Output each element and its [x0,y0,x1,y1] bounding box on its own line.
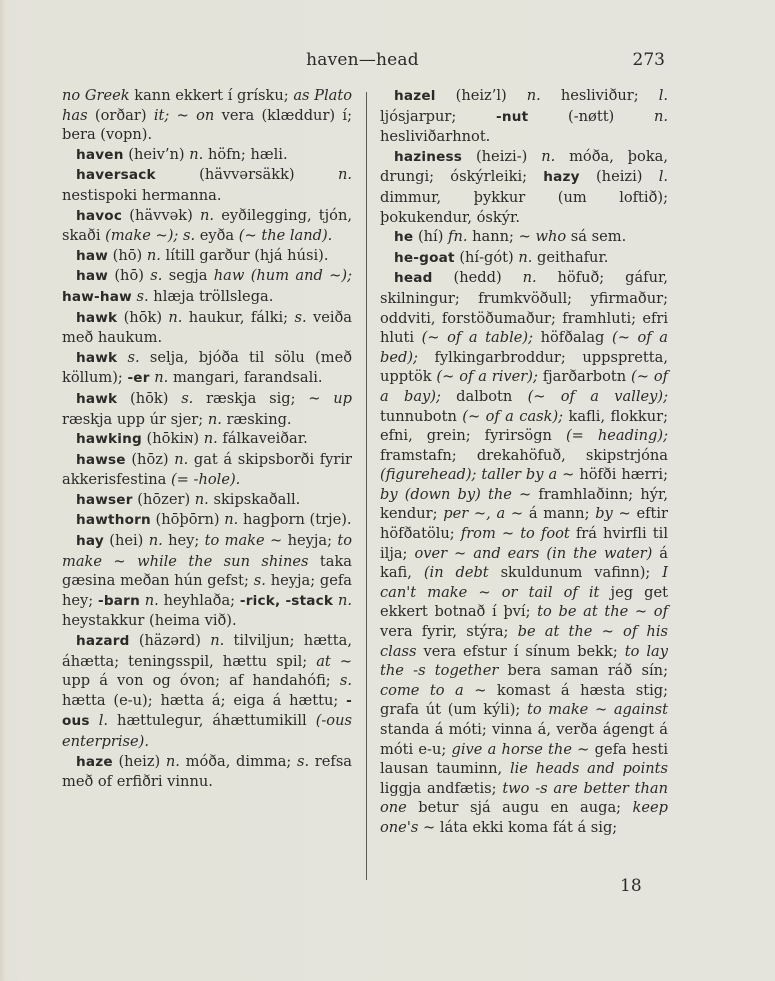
italic-text: l. [658,87,668,104]
definition-text: betur sjá augu en auga; [406,799,633,817]
italic-text: n. [168,308,183,326]
italic-text: n. [199,206,215,224]
italic-text: s. [150,267,163,285]
definition-text: höfuð; gáfur, skilningur; frumkvöðull; yfirmaður; oddviti, forstöðumaður; framhluti; efri hluti [380,269,668,347]
running-head: haven—head [306,50,419,70]
definition-text: kafli, flokkur; efni, grein; fyrirsögn [380,407,668,445]
definition-text: segja [162,267,214,285]
dictionary-entry [62,266,352,307]
definition-text: fylkingarbroddur; uppspretta, upptök [380,348,668,386]
definition-text: ræskja upp úr sjer; [62,410,208,428]
definition-text: á kafi, [380,544,668,582]
italic-text: n. [189,145,204,163]
headword: hawk [76,349,118,366]
definition-text: (hōz) [125,450,175,468]
dictionary-entry [380,268,668,837]
definition-text: (orðar) [87,106,154,124]
italic-text: n. [541,147,556,165]
definition-text: tunnubotn [380,407,463,425]
definition-text: refsa með of erfiðri vinnu. [62,752,353,791]
definition-text: (hí) [413,228,449,246]
right-column [380,86,668,838]
italic-text: at ~ [316,652,353,670]
definition-text: höfn; hæli. [203,145,288,163]
italic-text: to be at the ~ of [537,603,668,621]
headword: hawk [76,309,118,326]
definition-text: (hí-gót) [454,248,519,266]
definition-text: á mann; [523,505,596,523]
definition-text: skuldunum vafinn); [488,564,663,582]
headword: hawthorn [76,512,151,529]
italic-text: n. [526,87,541,104]
definition-text: vera fyrir, stýra; [380,623,518,641]
definition-text: hey; [162,532,205,550]
italic-text: to make ~ against [526,701,668,719]
italic-text: n. [224,511,239,529]
headword: haw [76,268,109,285]
dictionary-entry [62,429,352,450]
italic-text: (~ of a bed); [380,329,668,366]
headword: -er [127,370,150,387]
italic-text: s. [294,308,307,326]
italic-text: (figurehead); taller by a ~ [380,466,575,484]
italic-text: (= -hole). [170,471,241,489]
definition-text: dalbotn [440,387,528,405]
italic-text: by ~ [595,505,631,523]
definition-text: (hōzer) [132,490,195,508]
italic-text: give a horse the ~ [451,740,590,758]
italic-text: s. [297,752,310,770]
italic-text: (~ of a table); [421,329,534,347]
dictionary-entry [62,531,352,631]
italic-text: to make ~ while the sun shines [62,532,352,570]
definition-text: (hävvək) [122,206,200,224]
italic-text: n. [203,430,218,448]
headword: hazel [394,88,436,104]
dictionary-entry [380,248,668,269]
definition-text: (heizi) [579,168,659,186]
definition-text: móða, dimma; [179,752,297,770]
definition-text: liggja andfætis; [380,779,503,797]
definition-text: veiða með haukum. [62,308,352,347]
definition-text: (hōk) [117,308,169,326]
definition-text: (heizi-) [462,147,542,165]
definition-text: ræskja sig; [193,389,309,407]
dictionary-entry [380,86,668,147]
italic-text: n. [174,450,189,468]
definition-text: höfðalag [533,329,612,347]
italic-text: to lay the -s together [380,642,669,680]
left-column [62,86,352,792]
definition-text: geithafur. [532,248,609,266]
definition-text: haukur, fálki; [182,308,295,326]
dictionary-entry [62,145,352,166]
italic-text: (in debt [423,564,489,582]
italic-text: (= heading); [565,427,668,445]
italic-text: (~ of a bay); [380,368,669,405]
definition-text: vera (klæddur) í; bera (vopn). [62,106,353,144]
italic-text: I can't make ~ or tail of it [380,564,668,601]
definition-text: framhlaðinn; hýr, kendur; [380,485,668,523]
definition-text: móða, þoka, drungi; óskýrleiki; [380,147,668,186]
italic-text: n. [165,752,180,770]
definition-text: eyðilegging, tjón, skaði [62,206,352,245]
italic-text: as Plato has [62,87,352,124]
definition-text: hættulegur, áhættumikill [108,712,316,730]
italic-text: n. [148,532,163,550]
definition-text: (hō) [108,267,151,285]
definition-text: fálkaveiðar. [217,430,308,448]
italic-text: n. [154,369,169,387]
definition-text: heyja; [282,532,338,550]
headword: -ous [62,692,352,730]
dictionary-entry [62,206,352,246]
italic-text: (make ~); s. [105,227,196,245]
definition-text: dimmur, þykkur (um loftið); þokukendur, óskýr. [380,188,668,226]
italic-text: s. [181,389,194,407]
definition-text: (heiz) [112,752,166,770]
italic-text: ~ who [518,228,567,246]
italic-text: l. [658,168,668,186]
headword: he-goat [394,249,455,266]
definition-text: hagþorn (trje). [238,511,352,529]
definition-text: komast á hæsta stig; grafa út (um kýli); [380,681,668,719]
definition-text: eftir höfðatölu; [380,505,669,543]
definition-text: heyhlaða; [158,591,240,609]
definition-text: gefa hesti lausan tauminn, [380,740,668,778]
headword: haven [76,146,124,163]
signature-mark: 18 [620,876,642,896]
italic-text: per ~, a ~ [443,505,524,523]
italic-text: haw (hum and ~); [213,267,352,285]
italic-text: n. [146,246,161,264]
italic-text: be at the ~ of his class [380,623,668,660]
definition-text: heystakkur (heima við). [62,612,237,630]
definition-text: (hō) [108,246,147,264]
italic-text: (-ous enterprise). [62,712,352,750]
definition-text: sá sem. [566,228,627,246]
definition-text: hætta (e-u); hætta á; eiga á hættu; [62,691,347,709]
definition-text: (hedd) [432,269,523,287]
italic-text: (~ of a valley); [527,387,668,405]
dictionary-entry [62,165,352,205]
definition-text: (häzərd) [129,632,211,650]
headword: haw [76,247,109,264]
italic-text: by (down by) the ~ [380,485,532,503]
definition-text: (hōk) [117,389,182,407]
definition-text: hesliviður; [540,87,659,104]
italic-text: n. [194,490,209,508]
definition-text: lítill garður (hjá húsi). [160,246,329,264]
headword: hawking [76,431,142,448]
definition-text: mangari, farandsali. [168,369,323,387]
definition-text: (hōkiɴ) [141,430,204,448]
definition-text: frá hvirfli til ilja; [380,525,668,562]
italic-text: n. [522,269,537,287]
definition-text: nestispoki hermanna. [62,186,222,204]
definition-text: hlæja tröllslega. [148,287,274,305]
italic-text: l. [98,712,109,730]
definition-text [90,712,99,729]
italic-text: n. [653,107,668,125]
headword: -nut [496,108,529,125]
dictionary-entry [380,147,668,227]
definition-text: heyja; gefa hey; [62,572,352,609]
dictionary-entry [62,389,352,429]
italic-text: to make ~ [204,532,283,550]
headword: haziness [394,148,463,165]
dictionary-entry [62,450,352,490]
definition-text: standa á móti; vinna á, verða ágengt á móti e-u; [380,721,668,758]
dictionary-entry [62,246,352,267]
definition-text: jeg get ekkert botnað í því; [380,583,668,621]
definition-text: skipskaðall. [208,490,301,508]
definition-text: (heiv’n) [123,145,190,163]
dictionary-entry [380,227,668,248]
italic-text: it; ~ on [153,106,215,124]
italic-text: s. [136,287,149,305]
italic-text: ~ up [308,389,352,407]
dictionary-entry [62,308,352,348]
definition-text: bera saman ráð sín; [498,662,668,680]
dictionary-entry [62,752,352,792]
italic-text: fn. [448,228,468,246]
definition-text: hesliviðarhnot. [380,128,491,146]
headword: havoc [76,207,123,224]
definition-text: höfði hærri; [574,466,668,484]
page-number: 273 [632,50,665,70]
italic-text: n. [518,248,533,266]
definition-text: hann; [467,228,519,246]
dictionary-entry [62,510,352,531]
headword: -rick, -stack [239,592,334,609]
definition-text: upp á von og óvon; af handahófi; [62,672,340,690]
definition-text: fjarðarbotn [537,368,632,386]
headword: hazy [543,169,580,186]
definition-text: taka gæsina meðan hún gefst; [62,552,352,590]
headword: head [394,270,433,287]
italic-text: come to a ~ [380,681,487,699]
column-divider [366,92,367,880]
italic-text: n. [337,166,352,184]
italic-text: over ~ and ears (in the water) [414,544,653,562]
headword: hay [76,533,104,550]
definition-text: gat á skipsborði fyrir akkerisfestina [62,450,352,489]
headword: he [394,229,414,246]
dictionary-entry [62,348,352,389]
definition-text: kann ekkert í grísku; [129,87,294,104]
headword: haw-haw [62,288,132,305]
dictionary-entry [62,631,352,752]
italic-text: n. [337,591,353,609]
italic-text: two -s are better than one [380,779,668,817]
definition-text: (hei) [103,532,149,550]
definition-text: ræsking. [221,410,292,428]
definition-text: tilviljun; hætta, áhætta; teningsspil, hættu spil; [62,632,352,670]
headword: hawse [76,451,126,468]
italic-text: s. [127,348,140,366]
italic-text: n. [144,591,159,609]
italic-text: lie heads and points [509,760,668,778]
headword: hawk [76,390,118,407]
headword: haversack [76,167,156,184]
definition-text: framstafn; drekahöfuð, skipstrjóna [380,446,668,464]
headword: haze [76,753,113,770]
italic-text: (~ of a river); [436,368,538,386]
italic-text: keep one's ~ [380,799,668,836]
italic-text: (~ the land). [238,227,333,245]
definition-text: eyða [195,227,239,245]
dictionary-entry [62,490,352,511]
italic-text: no Greek [62,87,130,104]
definition-text: ljósjarpur; [380,107,497,125]
page-header [60,50,665,74]
headword: hawser [76,491,133,508]
headword: hazard [76,633,130,650]
italic-text: s. [253,572,266,590]
definition-text: selja, bjóða til sölu (með köllum); [62,348,352,387]
italic-text: n. [207,410,222,428]
definition-text: vera efstur í sínum bekk; [416,642,625,660]
italic-text: n. [210,632,225,650]
definition-text: (heiz’l) [435,87,527,104]
italic-text: from ~ to foot [460,525,570,543]
italic-text: s. [339,672,352,690]
definition-text: láta ekki koma fát á sig; [435,818,618,836]
italic-text: (~ of a cask); [462,407,564,425]
dictionary-entry [62,86,352,145]
definition-text: (hōþōrn) [150,511,225,529]
headword: -barn [98,592,140,609]
definition-text [117,349,127,366]
definition-text: (-nøtt) [528,107,654,125]
definition-text: (hävvərsäkk) [155,166,338,184]
